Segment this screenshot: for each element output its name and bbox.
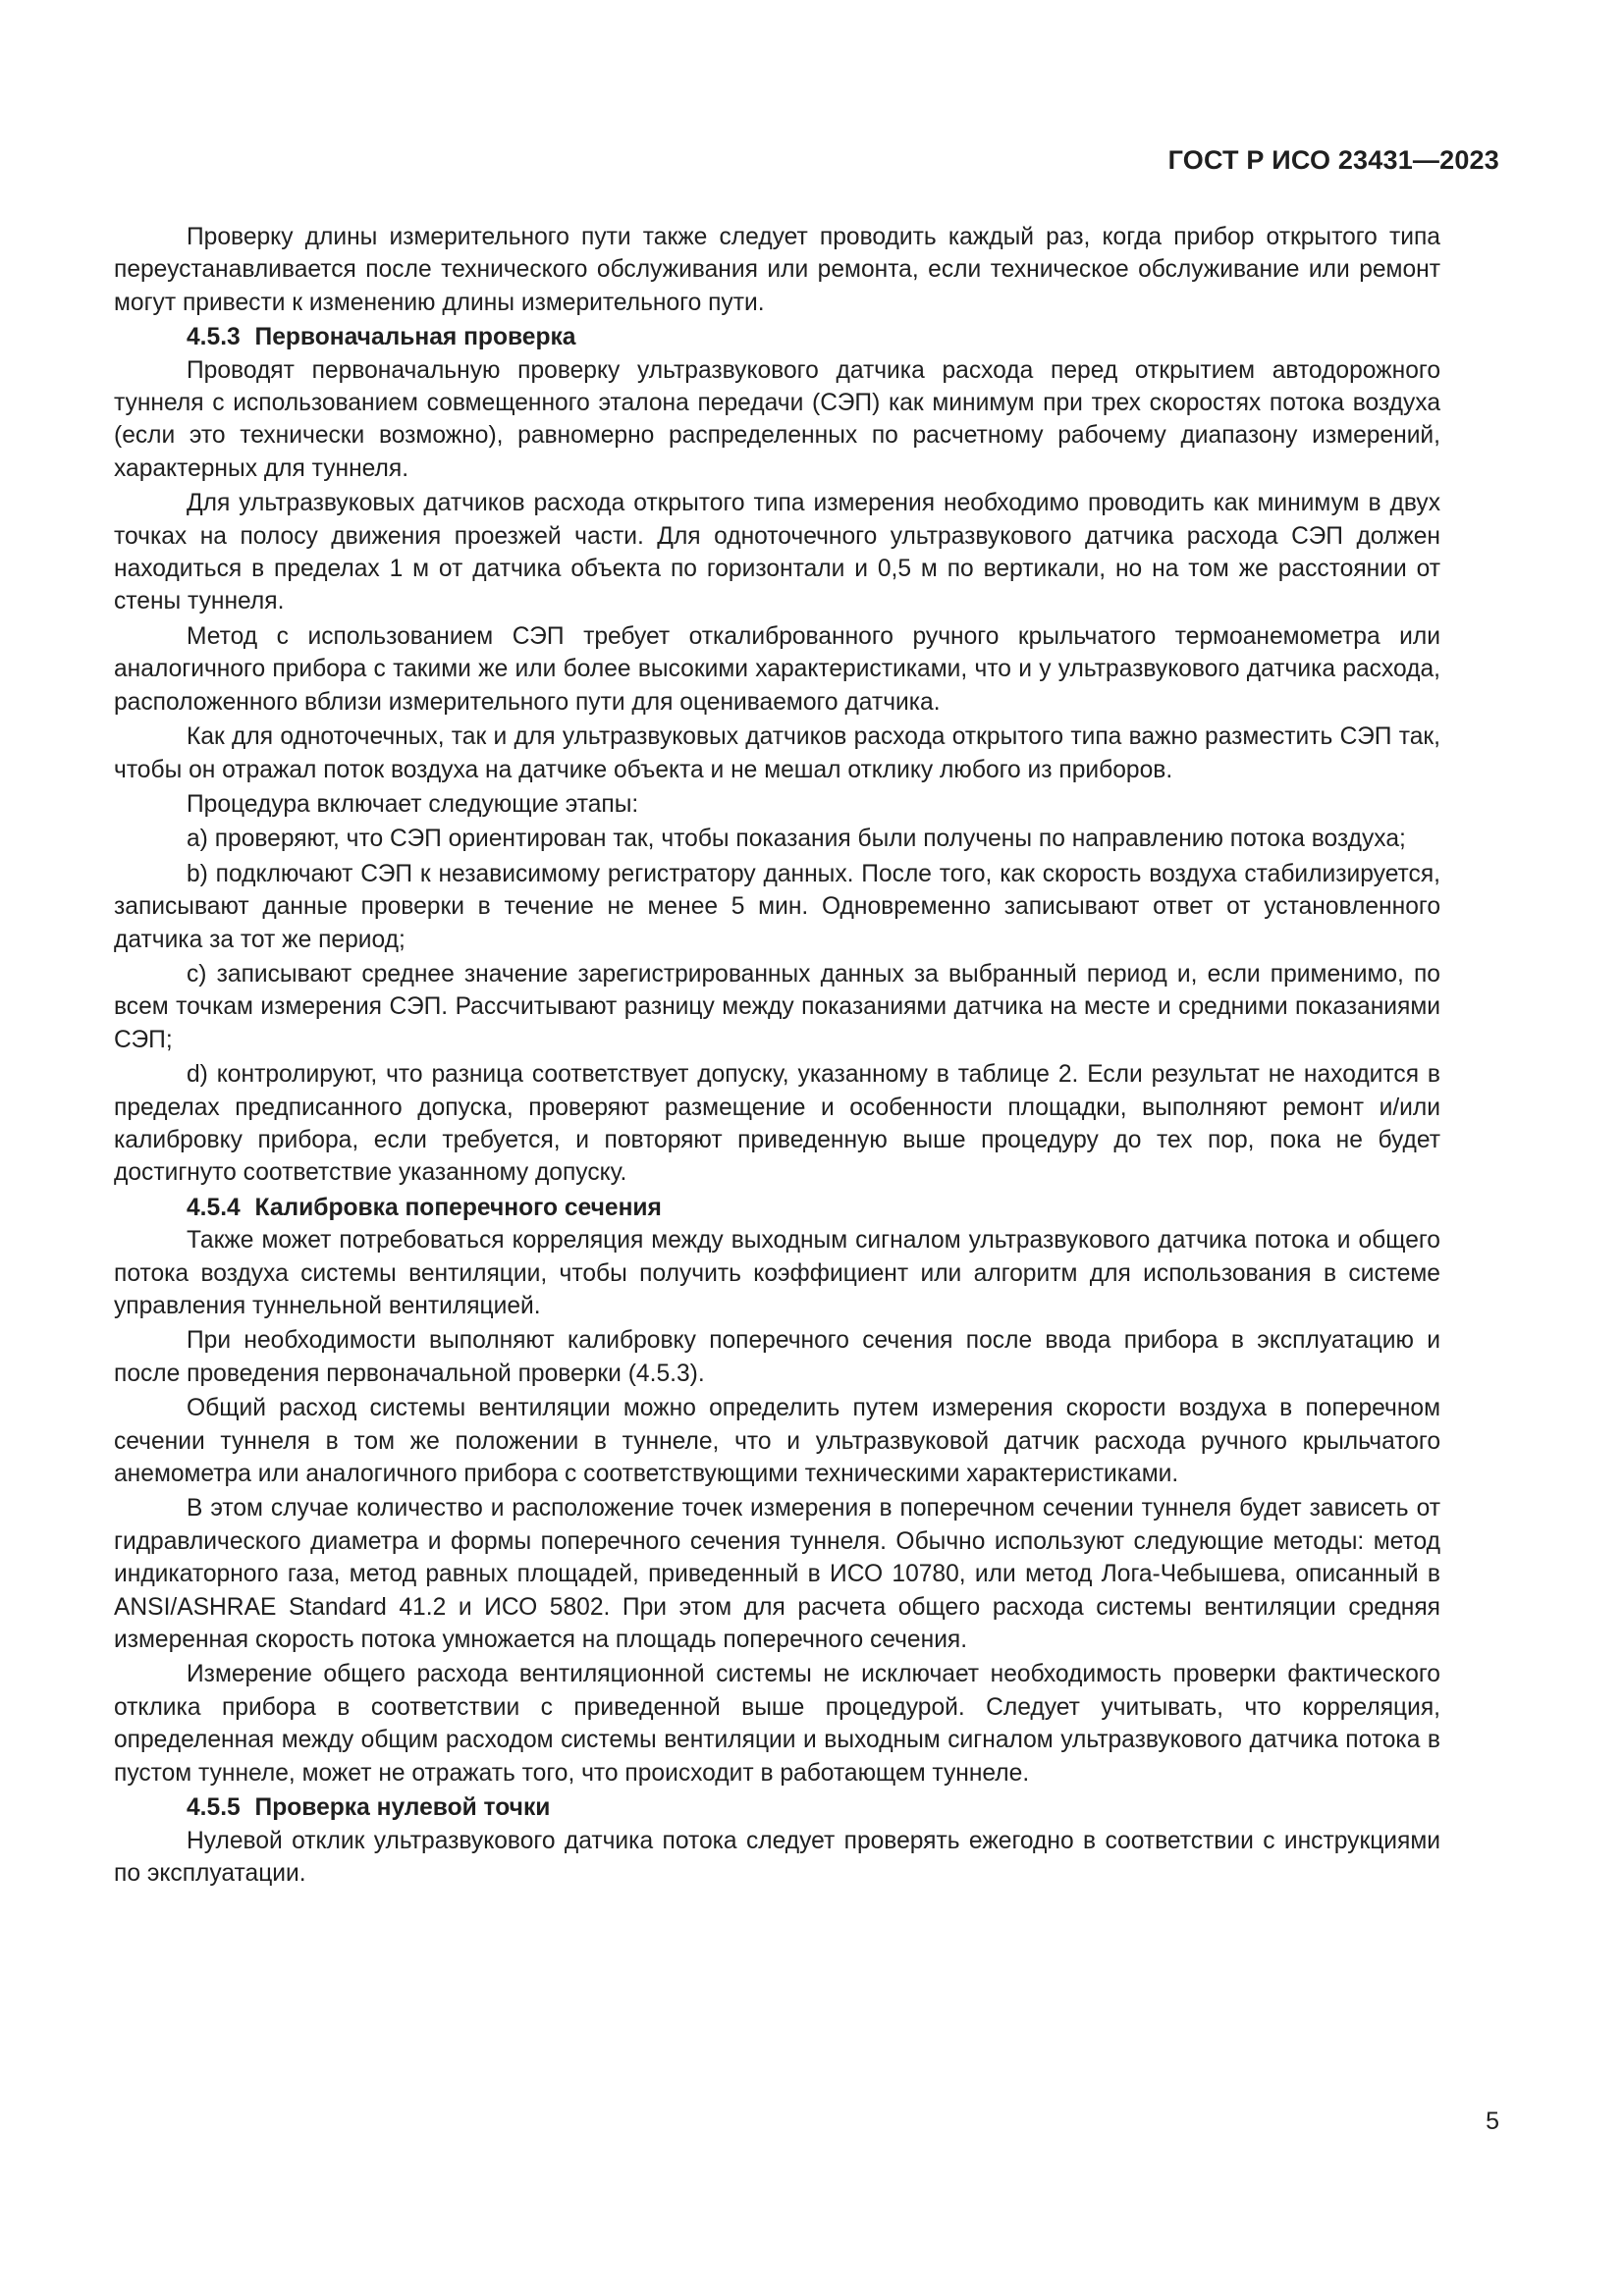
paragraph: Нулевой отклик ультразвукового датчика потока следует проверять ежегодно в соответствии с инструкциями по эксплуатации. xyxy=(114,1827,1440,1887)
list-item: b) подключают СЭП к независимому регистратору данных. После того, как скорость воздуха стабилизируется, записывают данные проверки в течение не менее 5 мин. Одновременно записывают ответ от установленного датчика за тот же период; xyxy=(114,860,1440,953)
paragraph: Измерение общего расхода вентиляционной системы не исключает необходимость проверки фактического отклика прибора в соответствии с приведенной выше процедурой. Следует учитывать, что корреляция, определенная между общим расходом системы вентиляции и выходным сигналом ультразвукового датчика потока в пустом туннеле, может не отражать того, что происходит в работающем туннеле. xyxy=(114,1661,1440,1787)
list-item: a) проверяют, что СЭП ориентирован так, чтобы показания были получены по направлению потока воздуха; xyxy=(187,826,1406,853)
paragraph: Проводят первоначальную проверку ультразвукового датчика расхода перед открытием автодорожного туннеля с использованием совмещенного эталона передачи (СЭП) как минимум при трех скоростях потока воздуха (если это технически возможно), равномерно распределенных по расчетному рабочему диапазону измерений, характерных для туннеля. xyxy=(114,356,1440,482)
section-title: Калибровка поперечного сечения xyxy=(254,1194,662,1221)
paragraph: Также может потребоваться корреляция между выходным сигналом ультразвукового датчика потока и общего потока воздуха системы вентиляции, чтобы получить коэффициент или алгоритм для использования в системе управления туннельной вентиляцией. xyxy=(114,1227,1440,1319)
list-item: c) записывают среднее значение зарегистрированных данных за выбранный период и, если применимо, по всем точкам измерения СЭП. Рассчитывают разницу между показаниями датчика на месте и средними показаниями СЭП; xyxy=(114,960,1440,1053)
page-number: 5 xyxy=(1486,2108,1499,2135)
section-number: 4.5.5 xyxy=(187,1794,241,1822)
section-title: Проверка нулевой точки xyxy=(254,1794,551,1822)
section-heading-4-5-5 xyxy=(114,1791,1440,1824)
paragraph: Общий расход системы вентиляции можно определить путем измерения скорости воздуха в поперечном сечении туннеля в том же положении в туннеле, что и ультразвуковой датчик расхода ручного крыльчатого анемометра или аналогичного прибора с соответствующими техническими характеристиками. xyxy=(114,1395,1440,1488)
paragraph: Метод с использованием СЭП требует откалиброванного ручного крыльчатого термоанемометра или аналогичного прибора с такими же или более высокими характеристиками, что и у ультразвукового датчика расхода, расположенного вблизи измерительного пути для оцениваемого датчика. xyxy=(114,622,1440,716)
paragraph: Проверку длины измерительного пути также следует проводить каждый раз, когда прибор открытого типа переустанавливается после технического обслуживания или ремонта, если техническое обслуживание или ремонт могут привести к изменению длины измерительного пути. xyxy=(114,224,1440,316)
paragraph: Как для одноточечных, так и для ультразвуковых датчиков расхода открытого типа важно разместить СЭП так, чтобы он отражал поток воздуха на датчике объекта и не мешал отклику любого из приборов. xyxy=(114,723,1440,783)
section-number: 4.5.3 xyxy=(187,324,241,351)
paragraph: При необходимости выполняют калибровку поперечного сечения после ввода прибора в эксплуатацию и после проведения первоначальной проверки (4.5.3). xyxy=(114,1327,1440,1387)
section-number: 4.5.4 xyxy=(187,1194,241,1221)
list-item: d) контролируют, что разница соответствует допуску, указанному в таблице 2. Если результат не находится в пределах предписанного допуска, проверяют размещение и особенности площадки, выполняют ремонт и/или калибровку прибора, если требуется, и повторяют приведенную выше процедуру до тех пор, пока не будет достигнуто соответствие указанному допуску. xyxy=(114,1061,1440,1187)
document-header: ГОСТ Р ИСО 23431—2023 xyxy=(1167,145,1499,175)
section-title: Первоначальная проверка xyxy=(254,324,576,351)
section-heading-4-5-4 xyxy=(114,1192,1440,1224)
paragraph: Процедура включает следующие этапы: xyxy=(187,790,639,818)
paragraph: Для ультразвуковых датчиков расхода открытого типа измерения необходимо проводить как минимум в двух точках на полосу движения проезжей части. Для одноточечного ультразвукового датчика расхода СЭП должен находиться в пределах 1 м от датчика объекта по горизонтали и 0,5 м по вертикали, но на том же расстоянии от стены туннеля. xyxy=(114,490,1440,615)
document-body xyxy=(114,221,1440,1892)
paragraph: В этом случае количество и расположение точек измерения в поперечном сечении туннеля будет зависеть от гидравлического диаметра и формы поперечного сечения туннеля. Обычно используют следующие методы: метод индикаторного газа, метод равных площадей, приведенный в ИСО 10780, или метод Лога-Чебышева, описанный в ANSI/ASHRAE Standard 41.2 и ИСО 5802. При этом для расчета общего расхода системы вентиляции средняя измеренная скорость потока умножается на площадь поперечного сечения. xyxy=(114,1495,1440,1654)
section-heading-4-5-3 xyxy=(114,321,1440,353)
